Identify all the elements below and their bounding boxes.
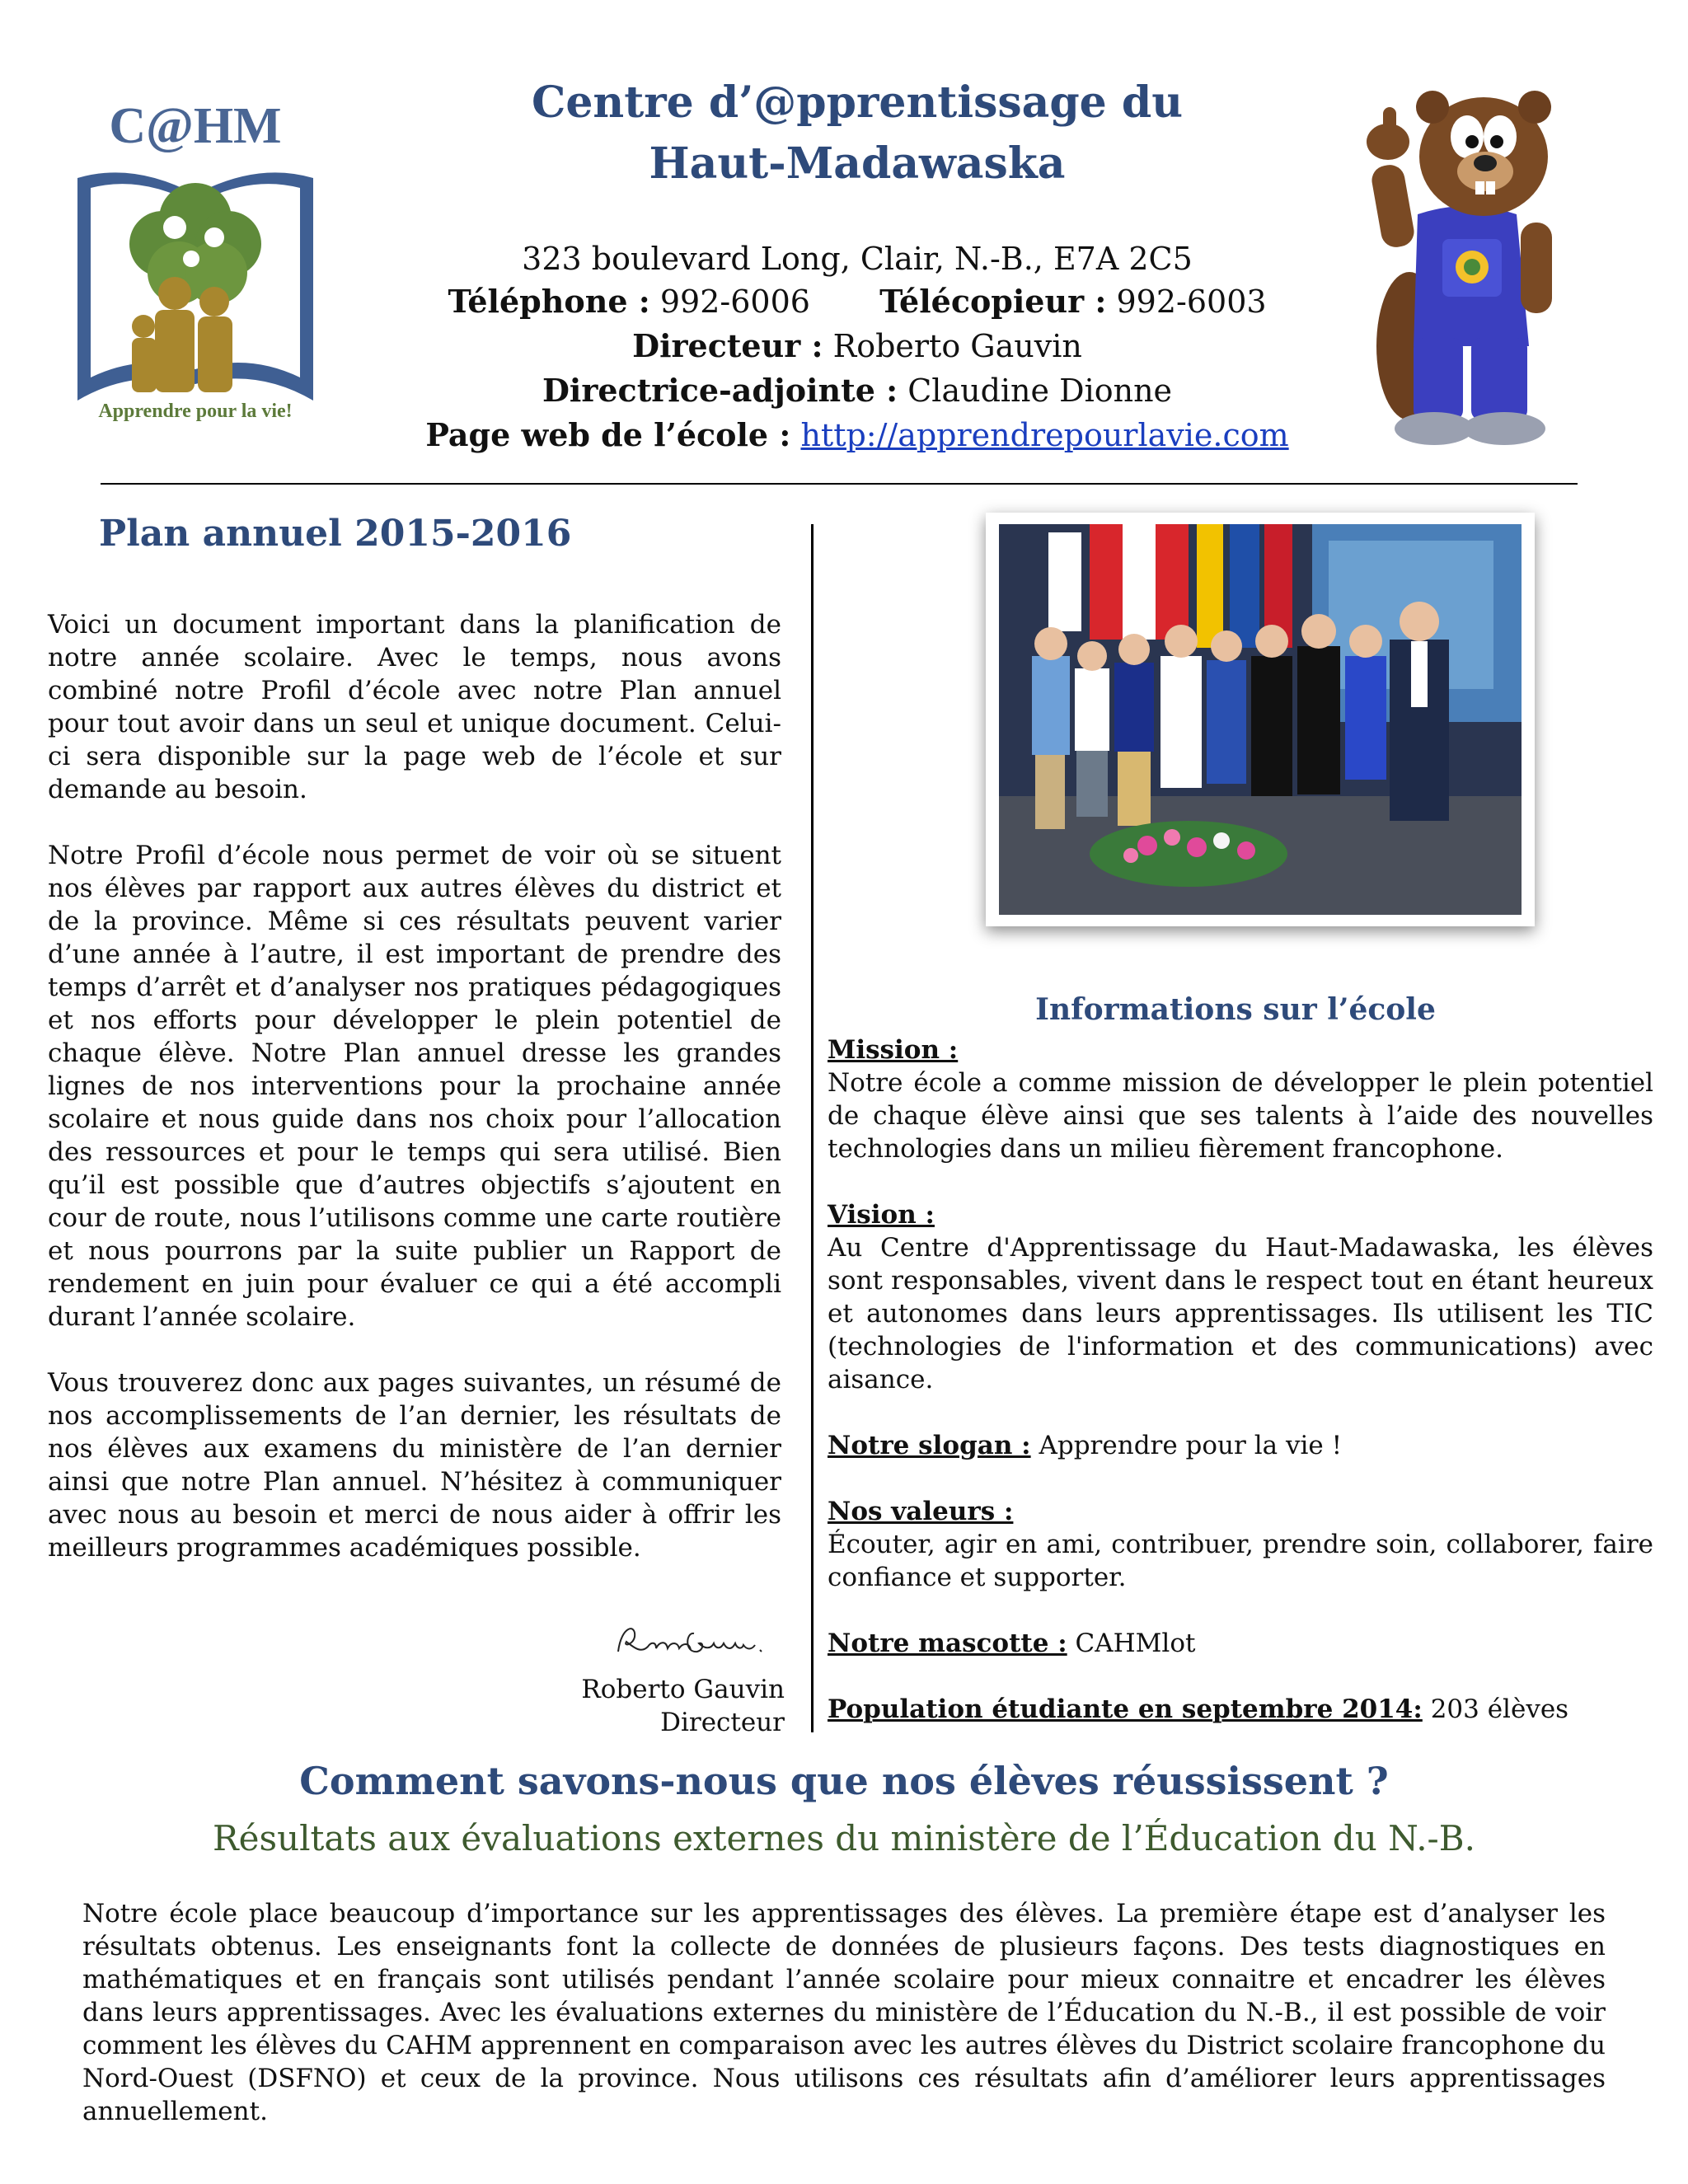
mission-label [828, 1033, 1653, 1066]
population-line [828, 1693, 1653, 1726]
director-line [346, 324, 1368, 368]
plan-paragraph-3: Vous trouverez donc aux pages suivantes, un résumé de nos accomplissements de l’an dernier, les résultats de nos élèves aux examens du ministère de l’an dernier ainsi que notre Plan annuel. N’hésitez à communiquer avec nous au besoin et merci de nous aider à offrir les meilleurs programmes académiques possible. [48, 1368, 781, 1563]
vision-text: Au Centre d'Apprentissage du Haut-Madawaska, les élèves sont responsables, vivent dans le respect tout en étant heureux et autonomes dans leurs apprentissages. Ils utilisent les TIC (technologies de l'information et des communications) avec aisance. [828, 1233, 1653, 1394]
logo-tagline: Apprendre pour la vie! [98, 401, 293, 422]
deputy-name: Claudine Dionne [907, 373, 1173, 409]
director-label: Directeur : [632, 327, 823, 364]
fax-label: Télécopieur : [879, 283, 1107, 320]
info-title: Informations sur l’école [1035, 992, 1436, 1027]
values-label-text: Nos valeurs : [828, 1497, 1014, 1526]
students-photo-image [999, 524, 1522, 915]
signature-name: Roberto Gauvin [581, 1675, 785, 1704]
school-logo [76, 97, 315, 427]
slogan-value: Apprendre pour la vie ! [1039, 1431, 1343, 1460]
population-value: 203 élèves [1430, 1694, 1569, 1724]
signature-block [495, 1673, 785, 1739]
slogan-label: Notre slogan : [828, 1431, 1031, 1460]
deputy-line [346, 368, 1368, 413]
logo-text: C@HM [109, 98, 282, 154]
phone-number: 992-6006 [659, 284, 810, 320]
plan-paragraph-1: Voici un document important dans la planification de notre année scolaire. Avec le temps, nous avons combiné notre Profil d’école avec notre Plan annuel pour tout avoir dans un seul et unique document. Celui-ci sera disponible sur la page web de l’école et sur demande au besoin. [48, 610, 781, 804]
web-label: Page web de l’école : [425, 416, 791, 453]
deputy-label: Directrice-adjointe : [542, 372, 898, 409]
director-signature [612, 1617, 768, 1666]
mission-label-text: Mission : [828, 1035, 959, 1065]
mascot-line [828, 1627, 1653, 1660]
values-label [828, 1495, 1653, 1528]
school-title-line2: Haut-Madawaska [649, 138, 1066, 189]
school-title [412, 73, 1302, 194]
slogan-line [828, 1429, 1653, 1462]
beaver-mascot-icon [1352, 74, 1582, 453]
school-title-line1: Centre d’@pprentissage du [531, 77, 1184, 128]
fax-number: 992-6003 [1116, 284, 1267, 320]
signature-role: Directeur [660, 1708, 785, 1737]
web-line [346, 413, 1368, 457]
mission-text: Notre école a comme mission de développer le plein potentiel de chaque élève ainsi que ses talents à l’aide des nouvelles technologies dans un milieu fièrement francophone. [828, 1068, 1653, 1164]
director-name: Roberto Gauvin [832, 328, 1082, 364]
results-title: Comment savons-nous que nos élèves réussissent ? [299, 1759, 1389, 1803]
mascot-value: CAHMlot [1075, 1629, 1196, 1658]
column-divider [811, 524, 814, 1732]
school-address: 323 boulevard Long, Clair, N.-B., E7A 2C5 [522, 241, 1193, 277]
plan-title: Plan annuel 2015-2016 [99, 513, 572, 555]
vision-label-text: Vision : [828, 1200, 935, 1230]
contact-line [346, 279, 1368, 324]
phone-label: Téléphone : [448, 283, 650, 320]
values-text: Écouter, agir en ami, contribuer, prendre soin, collaborer, faire confiance et supporter. [828, 1530, 1653, 1592]
header-divider [101, 483, 1578, 485]
population-label: Population étudiante en septembre 2014: [828, 1694, 1423, 1724]
vision-label [828, 1198, 1653, 1231]
students-photo [986, 513, 1535, 926]
logo-tree-icon [76, 162, 315, 401]
mascot-label: Notre mascotte : [828, 1629, 1067, 1658]
results-paragraph: Notre école place beaucoup d’importance sur les apprentissages des élèves. La première étape est d’analyser les résultats obtenus. Les enseignants font la collecte de données de plusieurs façons. Des tests diagnostiques en mathématiques et en français sont utilisés pendant l’année scolaire pour mieux connaitre et encadrer les élèves dans leurs apprentissages. Avec les évaluations externes du ministère de l’Éducation du N.-B., il est possible de voir comment les élèves du CAHM apprennent en comparaison avec les autres élèves du District scolaire francophone du Nord-Ouest (DSFNO) et ceux de la province. Nous utilisons ces résultats afin d’améliorer leurs apprentissages annuellement. [82, 1899, 1606, 2126]
results-subtitle: Résultats aux évaluations externes du ministère de l’Éducation du N.-B. [213, 1818, 1475, 1858]
plan-paragraph-2: Notre Profil d’école nous permet de voir où se situent nos élèves par rapport aux autres élèves du district et de la province. Même si ces résultats peuvent varier d’une année à l’autre, il est important de prendre des temps d’arrêt et d’analyser nos pratiques pédagogiques et nos efforts pour développer le plein potentiel de chaque élève. Notre Plan annuel dresse les grandes lignes de nos interventions pour la prochaine année scolaire et nous guide dans nos choix pour l’allocation des ressources et pour le temps qui sera utilisé. Bien qu’il est possible que d’autres objectifs s’ajoutent en cour de route, nous l’utilisons comme une carte routière et nous pourrons par la suite publier un Rapport de rendement en juin pour évaluer ce qui a été accompli durant l’année scolaire. [48, 841, 781, 1332]
school-website-link[interactable]: http://apprendrepourlavie.com [800, 417, 1289, 453]
